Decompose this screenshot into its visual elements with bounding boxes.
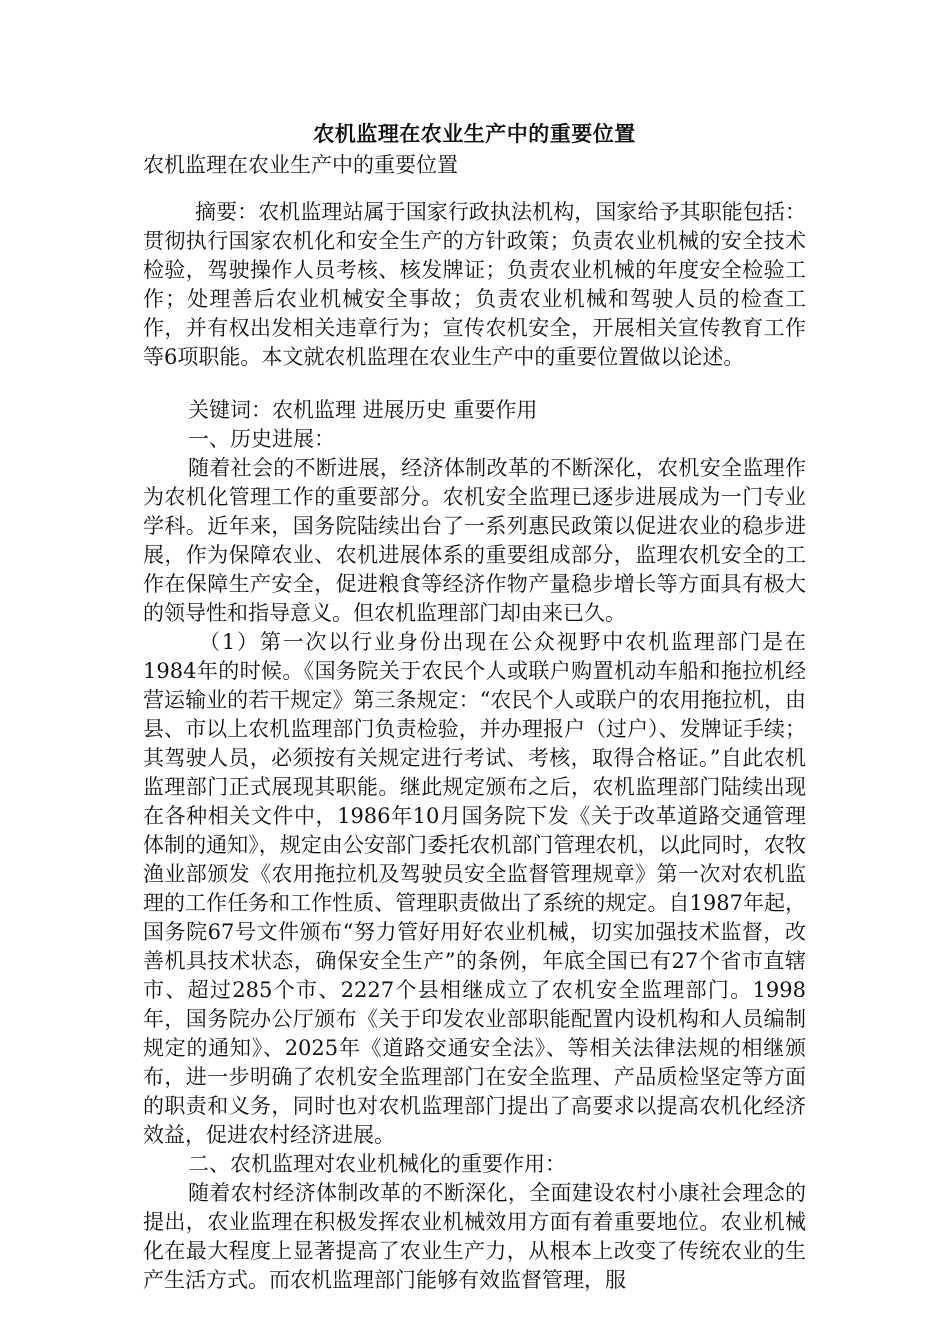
document-subtitle: 农机监理在农业生产中的重要位置	[143, 153, 458, 177]
section-2-paragraph-1: 随着农村经济体制改革的不断深化，全面建设农村小康社会理念的提出，农业监理在积极发挥农业机械效用方面有着重要地位。农业机械化在最大程度上显著提高了农业生产力，从根本上改变了传统农业的生产生活方式。而农机监理部门能够有效监督管理，服	[143, 1181, 806, 1292]
keywords-line: 关键词：农机监理 进展历史 重要作用	[188, 398, 538, 422]
document-page	[143, 118, 806, 1295]
section-1-heading: 一、历史进展：	[188, 427, 335, 451]
document-title: 农机监理在农业生产中的重要位置	[313, 121, 636, 146]
abstract-paragraph: 摘要：农机监理站属于国家行政执法机构，国家给予其职能包括：贯彻执行国家农机化和安全生产的方针政策；负责农业机械的安全技术检验，驾驶操作人员考核、核发牌证；负责农业机械的年度安全检验工作；处理善后农业机械安全事故；负责农业机械和驾驶人员的检查工作，并有权出发相关违章行为；宣传农机安全，开展相关宣传教育工作等6项职能。本文就农机监理在农业生产中的重要位置做以论述。	[143, 200, 806, 369]
section-1-paragraph-2: （1）第一次以行业身份出现在公众视野中农机监理部门是在1984年的时候。《国务院关于农民个人或联户购置机动车船和拖拉机经营运输业的若干规定》第三条规定：“农民个人或联户的农用拖拉机，由县、市以上农机监理部门负责检验，并办理报户（过户）、发牌证手续；其驾驶人员，必须按有关规定进行考试、考核，取得合格证。”自此农机监理部门正式展现其职能。继此规定颁布之后，农机监理部门陆续出现在各种相关文件中，1986年10月国务院下发《关于改革道路交通管理体制的通知》，规定由公安部门委托农机部门管理农机，以此同时，农牧渔业部颁发《农用拖拉机及驾驶员安全监督管理规章》第一次对农机监理的工作任务和工作性质、管理职责做出了系统的规定。自1987年起，国务院67号文件颁布“努力管好用好农业机械，切实加强技术监督，改善机具技术状态，确保安全生产”的条例，年底全国已有27个省市直辖市、超过285个市、2227个县相继成立了农机安全监理部门。1998年，国务院办公厅颁布《关于印发农业部职能配置内设机构和人员编制规定的通知》、2025年《道路交通安全法》、等相关法律法规的相继颁布，进一步明确了农机安全监理部门在安全监理、产品质检坚定等方面的职责和义务，同时也对农机监理部门提出了高要求以提高农机化经济效益，促进农村经济进展。	[143, 630, 806, 1147]
section-1-paragraph-1: 随着社会的不断进展，经济体制改革的不断深化，农机安全监理作为农机化管理工作的重要部分。农机安全监理已逐步进展成为一门专业学科。近年来，国务院陆续出台了一系列惠民政策以促进农业的稳步进展，作为保障农业、农机进展体系的重要组成部分，监理农机安全的工作在保障生产安全，促进粮食等经济作物产量稳步增长等方面具有极大的领导性和指导意义。但农机监理部门却由来已久。	[143, 456, 806, 625]
section-2-heading: 二、农机监理对农业机械化的重要作用：	[188, 1152, 566, 1176]
